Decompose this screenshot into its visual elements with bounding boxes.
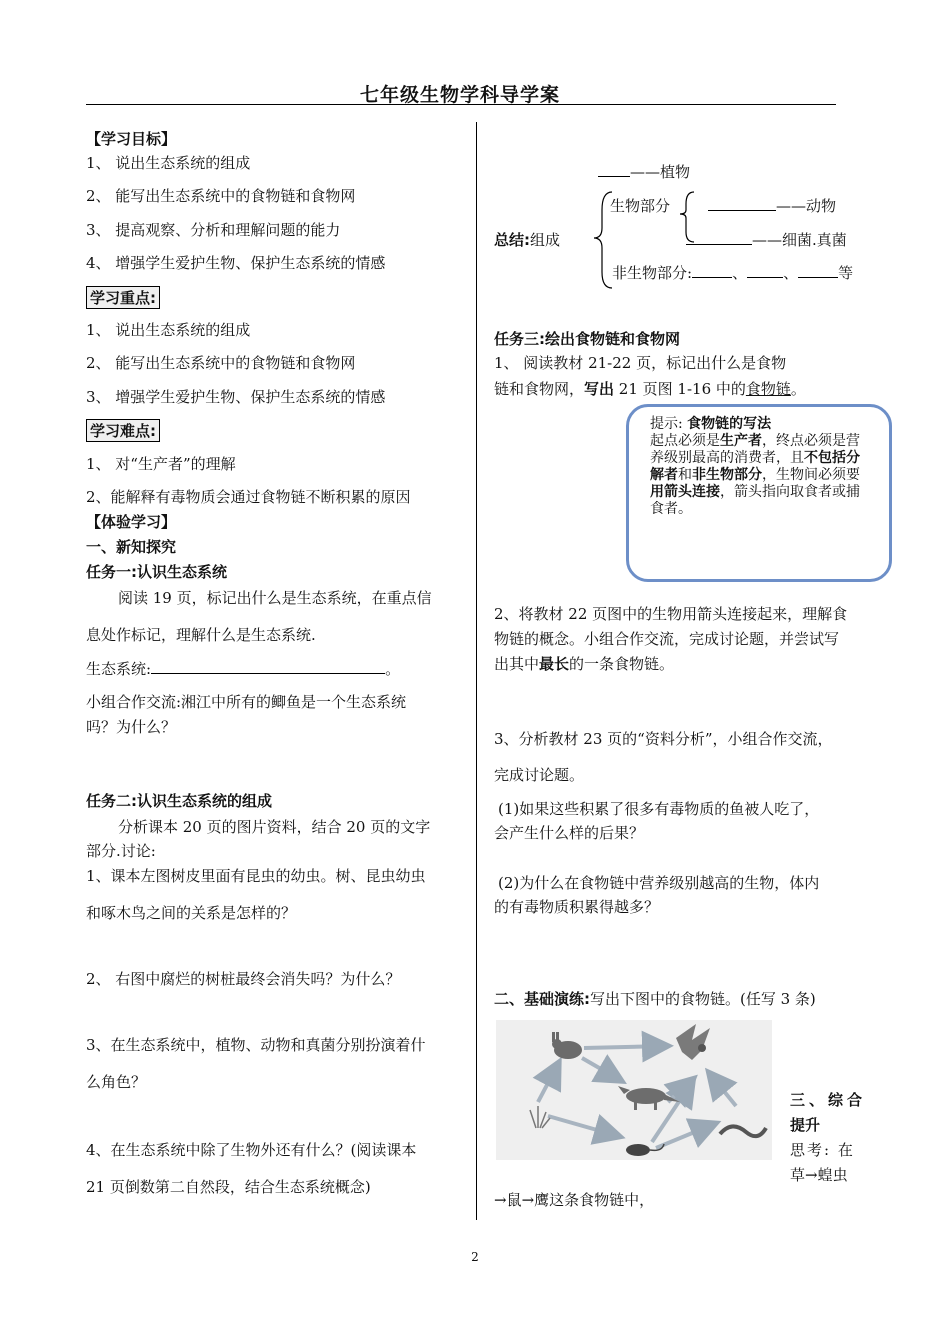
task3-item: 2、将教材 22 页图中的生物用箭头连接起来，理解食 [494,605,848,623]
difficult-point-item: 1、 对“生产者”的理解 [86,455,236,473]
eagle-icon [676,1024,710,1060]
difficult-point-item: 2、能解释有毒物质会通过食物链不断积累的原因 [86,488,411,506]
goals-heading: 【学习目标】 [86,130,177,148]
experience-heading: 【体验学习】 [86,513,177,531]
rabbit-icon [552,1032,582,1059]
task3-item: 物链的概念。小组合作交流，完成讨论题，并尝试写 [494,630,840,648]
goal-item: 2、 能写出生态系统中的食物链和食物网 [86,187,356,205]
summary-plant-row: ——植物 [598,161,690,182]
key-point-item: 3、 增强学生爱护生物、保护生态系统的情感 [86,388,386,406]
task2-question: 4、在生态系统中除了生物外还有什么？(阅读课本 [86,1141,417,1159]
decomposer-blank[interactable] [686,244,752,245]
summary-microbe-row: ——细菌.真菌 [686,229,847,250]
task2-question: 2、 右图中腐烂的树桩最终会消失吗？为什么？ [86,970,401,988]
key-point-item: 1、 说出生态系统的组成 [86,321,251,339]
task2-question: 21 页倒数第二自然段，结合生态系统概念) [86,1178,371,1196]
fox-icon [618,1086,680,1110]
task2-question: 么角色？ [86,1073,147,1091]
task2-question: 和啄木鸟之间的关系是怎样的？ [86,904,297,922]
task2-intro: 部分.讨论: [86,842,156,860]
title-rule [86,104,836,105]
food-web-drawing [496,1020,772,1160]
ecosystem-definition: 生态系统: 。 [86,660,401,678]
grass-icon [530,1106,550,1128]
page-number: 2 [471,1250,479,1264]
goal-item: 1、 说出生态系统的组成 [86,154,251,172]
practice-line: 二、基础演练:写出下图中的食物链。(任写 3 条) [494,990,816,1008]
nonbio-blank[interactable] [798,277,838,278]
summary-nonbio-row: 非生物部分: 、 、 等 [612,264,854,282]
task3-title: 任务三:绘出食物链和食物网 [494,330,680,348]
group-discussion: 小组合作交流:湘江中所有的鲫鱼是一个生态系统 [86,693,407,711]
summary-bio-part: 生物部分 [610,197,671,215]
definition-blank[interactable] [151,673,385,674]
column-divider [476,122,477,1220]
discussion-question: (1)如果这些积累了很多有毒物质的鱼被人吃了， [498,800,820,818]
goal-item: 3、 提高观察、分析和理解问题的能力 [86,221,341,239]
consumer-blank[interactable] [708,210,776,211]
group-discussion: 吗？为什么？ [86,718,177,736]
task3-item: 完成讨论题。 [494,766,585,784]
think-text: →鼠→鹰这条食物链中， [494,1191,655,1209]
nonbio-blank[interactable] [747,277,783,278]
task3-item: 出其中最长的一条食物链。 [494,655,675,673]
snake-icon [720,1126,766,1136]
task2-intro: 分析课本 20 页的图片资料，结合 20 页的文字 [118,818,431,836]
page-title: 七年级生物学科导学案 [359,84,560,106]
producer-blank[interactable] [598,176,630,177]
difficult-points-heading: 学习难点: [86,419,160,442]
nonbio-blank[interactable] [692,277,732,278]
summary-animal-row: ——动物 [708,195,836,216]
task1-text: 息处作标记，理解什么是生态系统. [86,626,316,644]
discussion-question: 的有毒物质积累得越多？ [494,898,660,916]
task3-item: 3、分析教材 23 页的“资料分析”，小组合作交流， [494,730,833,748]
section-one-heading: 一、新知探究 [86,538,177,556]
section-three-heading: 提升 [790,1116,821,1134]
task2-question: 3、在生态系统中，植物、动物和真菌分别扮演着什 [86,1036,426,1054]
section-three-heading: 三、综合 [790,1091,867,1109]
task1-text: 阅读 19 页，标记出什么是生态系统，在重点信 [118,589,432,607]
think-text: 草→蝗虫 [790,1166,848,1184]
summary-label-row: 总结:组成 [494,231,561,249]
think-text: 思考: 在 [790,1141,855,1159]
food-web-image [496,1020,772,1160]
task3-item: 链和食物网，写出 21 页图 1-16 中的食物链。 [494,380,806,398]
key-point-item: 2、 能写出生态系统中的食物链和食物网 [86,354,356,372]
goal-item: 4、 增强学生爱护生物、保护生态系统的情感 [86,254,386,272]
task3-item: 1、 阅读教材 21-22 页，标记出什么是食物 [494,354,787,372]
key-points-heading: 学习重点: [86,286,160,309]
definition-label: 生态系统: [86,660,152,678]
tip-text: 提示: 食物链的写法 起点必须是生产者，终点必须是营养级别最高的消费者，且不包括分解者和非生物部分，生物间必须要用箭头连接，箭头指向取食者或捕食者。 [650,416,860,517]
discussion-question: 会产生什么样的后果？ [494,824,645,842]
task1-title: 任务一:认识生态系统 [86,563,227,581]
task2-question: 1、课本左图树皮里面有昆虫的幼虫。树、昆虫幼虫 [86,867,426,885]
discussion-question: (2)为什么在食物链中营养级别越高的生物，体内 [498,874,820,892]
task2-title: 任务二:认识生态系统的组成 [86,792,272,810]
